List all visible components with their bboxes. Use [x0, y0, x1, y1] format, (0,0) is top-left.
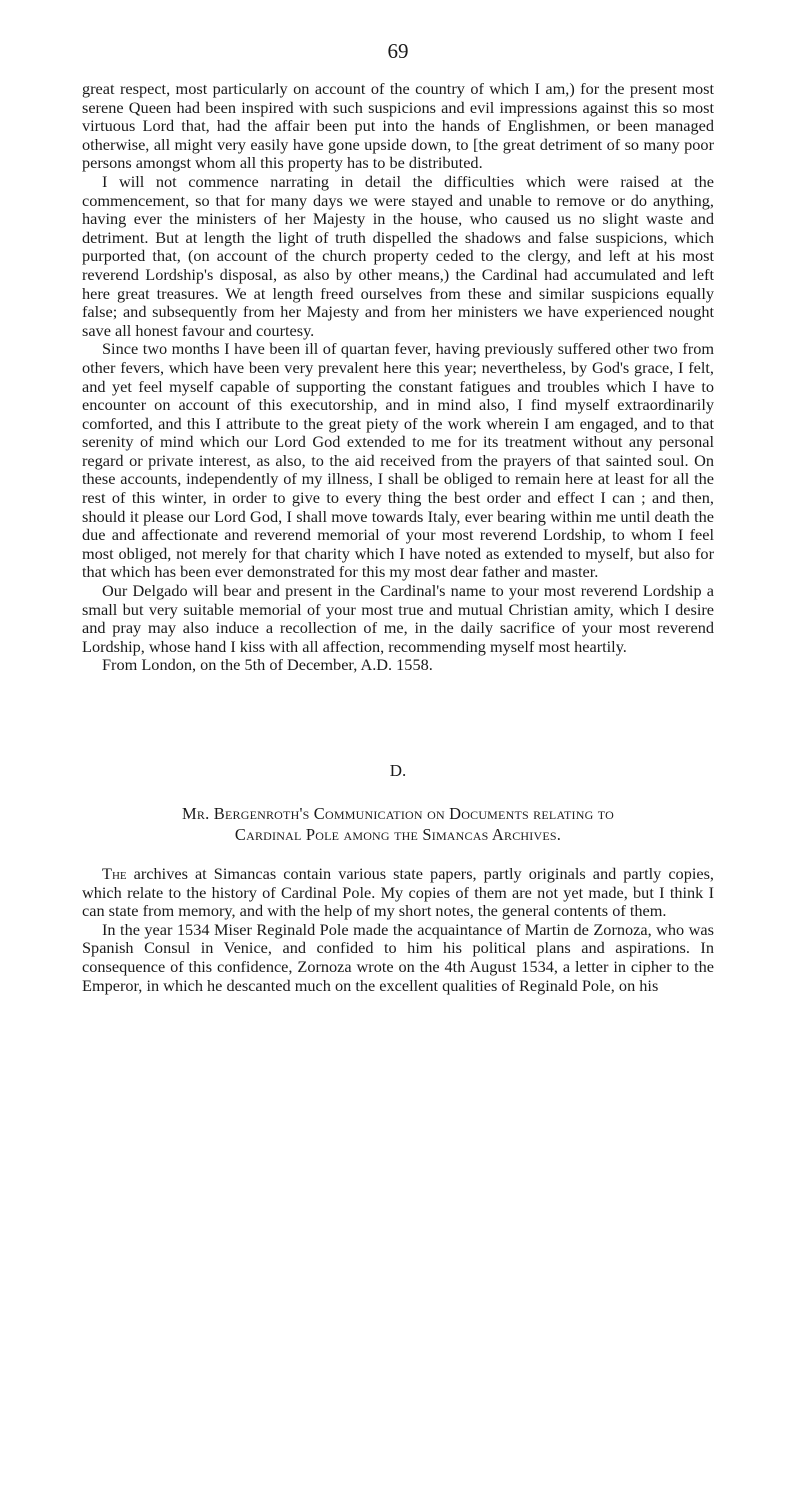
- paragraph-continuation: great respect, most particularly on account of the country of which I am,) for the present most serene Queen had been inspired with such suspicions and evil impressions against this so most virtuous Lord that, had the affair been put into the hands of Englishmen, or been managed otherwise, all might very easily have gone upside down, to [the great detriment of so many poor persons amongst whom all this property has to be distributed.: [82, 79, 714, 173]
- page-number: 69: [387, 39, 409, 63]
- paragraph-archives-first-word: The: [102, 864, 127, 883]
- paragraph-archives: [82, 865, 714, 921]
- paragraph-delgado: Our Delgado will bear and present in the Cardinal's name to your most reverend Lordship a small but very suitable memorial of your most true and mutual Christian amity, which I desire and pray may also induce a recollection of me, in the daily sacrifice of your most reverend Lordship, whose hand I kiss with all affection, recommending myself most heartily.: [82, 581, 714, 656]
- section-letter: D.: [389, 761, 407, 780]
- paragraph-dateline: From London, on the 5th of December, A.D. 1558.: [102, 655, 433, 675]
- paragraph-illness: Since two months I have been ill of quartan fever, having previously suffered other two from other fevers, which have been very prevalent here this year; nevertheless, by God's grace, I felt, and yet feel myself capable of supporting the constant fatigues and troubles which I have to encounter on account of this executorship, and in mind also, I find myself extraordinarily comforted, and this I attribute to the great piety of the work wherein I am engaged, and to that serenity of mind which our Lord God extended to me for its treatment without any personal regard or private interest, as also, to the aid received from the prayers of that sainted soul. On these accounts, independently of my illness, I shall be obliged to remain here at least for all the rest of this winter, in order to give to every thing the best order and effect I can ; and then, should it please our Lord God, I shall move towards Italy, ever bearing within me until death the due and affectionate and reverend memorial of your most reverend Lordship, to whom I feel most obliged, not merely for that charity which I have noted as extended to myself, but also for that which has been ever demonstrated for this my most dear father and master.: [82, 339, 714, 582]
- section-title: [82, 803, 714, 845]
- paragraph-zornoza: In the year 1534 Miser Reginald Pole made the acquaintance of Martin de Zornoza, who was Spanish Consul in Venice, and confided to him his political plans and aspirations. In consequence of this confidence, Zornoza wrote on the 4th August 1534, a letter in cipher to the Emperor, in which he descanted much on the excellent qualities of Reginald Pole, on his: [82, 919, 714, 995]
- section-title-line-1: Mr. Bergenroth's Communication on Documents relating to: [182, 804, 614, 823]
- section-title-line-2: Cardinal Pole among the Simancas Archives.: [234, 825, 562, 844]
- paragraph-difficulties: I will not commence narrating in detail the difficulties which were raised at the commencement, so that for many days we were stayed and unable to remove or do anything, having ever the ministers of her Majesty in the house, who caused us no slight waste and detriment. But at length the light of truth dispelled the shadows and false suspicions, which purported that, (on account of the church property ceded to the clergy, and left at his most reverend Lordship's disposal, as also by other means,) the Cardinal had accumulated and left here great treasures. We at length freed ourselves from these and similar suspicions equally false; and subsequently from her Majesty and from her ministers we have experienced nought save all honest favour and courtesy.: [82, 171, 714, 340]
- paragraph-archives-text: archives at Simancas contain various state papers, partly originals and partly copies, which relate to the history of Cardinal Pole. My copies of them are not yet made, but I think I can state from memory, and with the help of my short notes, the general contents of them.: [82, 864, 714, 921]
